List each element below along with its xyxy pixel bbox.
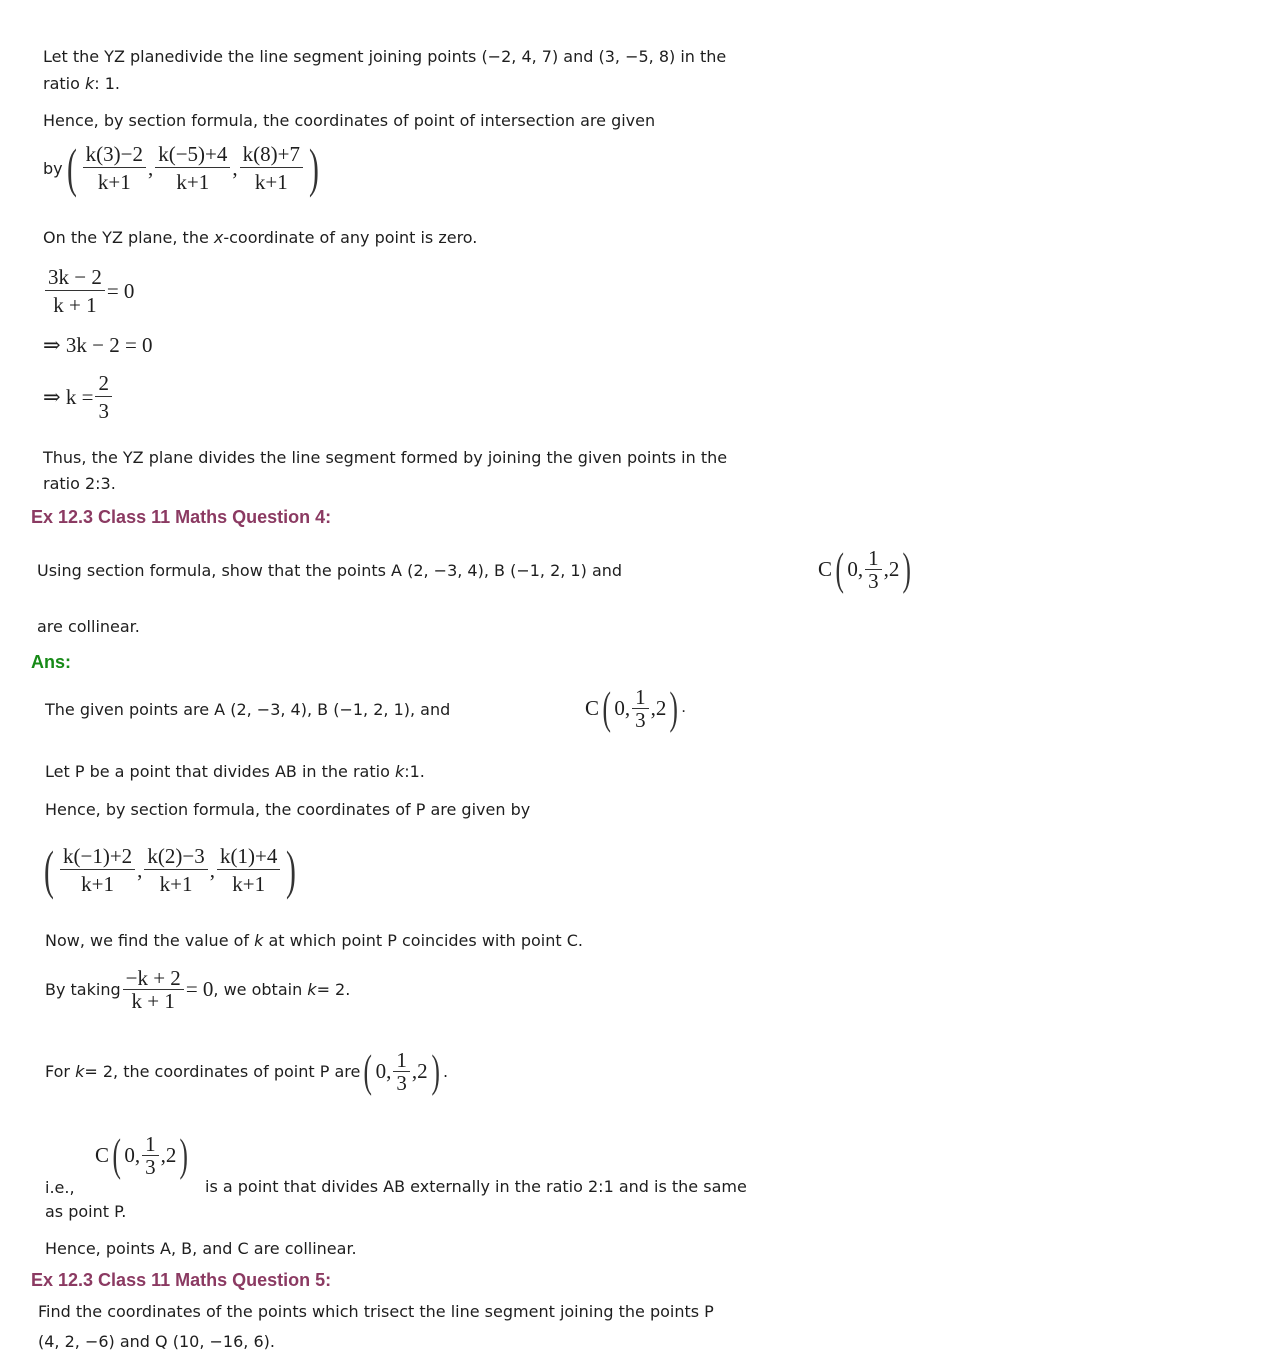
math-text: k+1 bbox=[97, 169, 131, 194]
math-text: 2 bbox=[95, 370, 112, 397]
math-text: k bbox=[307, 980, 317, 999]
question-text: (4, 2, −6) and Q (10, −16, 6). bbox=[38, 1332, 275, 1351]
parenthesis: ) bbox=[902, 543, 912, 594]
fraction bbox=[865, 547, 882, 592]
math-text: k(3)−2 bbox=[83, 141, 146, 168]
paragraph bbox=[45, 931, 583, 951]
fraction bbox=[632, 686, 649, 731]
math-text: k(8)+7 bbox=[240, 141, 303, 168]
question-text: Using section formula, show that the points A (2, −3, 4), B (−1, 2, 1) and bbox=[37, 561, 623, 580]
parenthesis: ) bbox=[309, 138, 319, 198]
math-text: k+1 bbox=[81, 871, 114, 896]
point-c bbox=[818, 544, 915, 594]
text: ratio bbox=[43, 74, 85, 93]
text: : 1. bbox=[94, 74, 120, 93]
answer-label: Ans: bbox=[31, 652, 71, 672]
math-text: k bbox=[254, 931, 264, 950]
math-text: k bbox=[75, 1061, 85, 1081]
parenthesis: ( bbox=[835, 543, 844, 594]
math-text: = 0 bbox=[185, 977, 214, 1001]
math-text: 3 bbox=[98, 399, 109, 423]
equation: ⇒ 3k − 2 = 0 bbox=[43, 333, 153, 357]
math-text: k(−1)+2 bbox=[60, 843, 135, 870]
paragraph: as point P. bbox=[45, 1202, 127, 1221]
paragraph bbox=[43, 74, 120, 94]
text: i.e., bbox=[45, 1178, 75, 1197]
math-text: C bbox=[818, 556, 833, 581]
math-tuple: ( $\frac{k(-1)+2}{k+1}$ , $\frac{k(2)-3}{k+1}$ , $\frac{k(1)+4}{k+1}$ ) bbox=[44, 840, 297, 900]
paragraph: Hence, by section formula, the coordinates of P are given by bbox=[45, 800, 531, 819]
math-text: . bbox=[681, 699, 686, 716]
fraction bbox=[95, 370, 112, 425]
paragraph: Let the YZ planedivide the line segment joining points (−2, 4, 7) and (3, −5, 8) in the bbox=[43, 47, 727, 66]
fraction bbox=[142, 1133, 159, 1178]
math-text: By taking bbox=[45, 980, 121, 999]
math-text: k bbox=[394, 762, 405, 781]
math-text: Now, we find the value of bbox=[45, 931, 255, 950]
paragraph: Thus, the YZ plane divides the line segment formed by joining the given points in the bbox=[43, 448, 728, 467]
parenthesis: ) bbox=[286, 840, 297, 900]
math-text: For bbox=[45, 1061, 70, 1081]
text: by bbox=[43, 158, 63, 178]
math-text: k+1 bbox=[159, 871, 193, 896]
math-text: k+1 bbox=[232, 871, 266, 896]
paragraph: is a point that divides AB externally in the ratio 2:1 and is the same bbox=[205, 1177, 747, 1196]
question-heading: Ex 12.3 Class 11 Maths Question 5: bbox=[31, 1270, 332, 1290]
math-text: ,2 bbox=[650, 695, 667, 720]
math-text: ( $\frac{k(3)-2}{k+1}$ , $\frac{k(-5)+4}{k+1}$ , $\frac{k(8)+7}{k+1}$ ) bbox=[66, 138, 319, 198]
math-text bbox=[360, 1046, 443, 1096]
math-text bbox=[121, 967, 214, 1012]
parenthesis: ) bbox=[669, 682, 679, 733]
question-text: Find the coordinates of the points which trisect the line segment joining the points P bbox=[38, 1302, 714, 1321]
math-text: ,2 bbox=[411, 1058, 428, 1083]
math-text: k(−5)+4 bbox=[155, 141, 230, 168]
paragraph bbox=[45, 967, 350, 1012]
math-text: 3k − 2 bbox=[45, 264, 105, 291]
fraction bbox=[60, 843, 135, 898]
math-text: C bbox=[585, 695, 600, 720]
fraction bbox=[155, 141, 230, 196]
paragraph bbox=[45, 1046, 448, 1096]
parenthesis: ( bbox=[44, 840, 54, 900]
math-text: k+1 bbox=[176, 169, 210, 194]
fraction bbox=[240, 141, 303, 196]
math-text: 1 bbox=[393, 1049, 410, 1072]
math-text: Let P be a point that divides AB in the ratio bbox=[45, 762, 395, 781]
math-text: On the YZ plane, the bbox=[43, 228, 214, 247]
math-text: 1 bbox=[142, 1133, 159, 1156]
fraction bbox=[144, 843, 207, 898]
math-text: 1 bbox=[632, 686, 649, 709]
paragraph bbox=[43, 228, 477, 248]
question-text: are collinear. bbox=[37, 617, 140, 636]
math-text: k+1 bbox=[254, 169, 288, 194]
fraction bbox=[123, 967, 184, 1012]
equation bbox=[43, 264, 134, 319]
math-text: −k + 2 bbox=[123, 967, 184, 990]
fraction bbox=[393, 1049, 410, 1094]
math-text: , we obtain bbox=[213, 980, 303, 999]
paragraph: ratio 2:3. bbox=[43, 474, 116, 493]
math-text: k(2)−3 bbox=[144, 843, 207, 870]
question-heading: Ex 12.3 Class 11 Maths Question 4: bbox=[31, 507, 332, 527]
math-text: = 0 bbox=[106, 279, 135, 303]
math-text: 3 bbox=[868, 568, 879, 593]
math-text: ⇒ k = bbox=[43, 385, 94, 409]
math-text: = 2, the coordinates of point P are bbox=[84, 1061, 361, 1081]
math-text: 0, bbox=[847, 556, 864, 581]
math-text: ,2 bbox=[883, 556, 900, 581]
math-text: 3 bbox=[145, 1154, 156, 1179]
math-text: 0, bbox=[375, 1058, 392, 1083]
paragraph bbox=[45, 762, 425, 782]
math-text: k + 1 bbox=[131, 989, 175, 1013]
parenthesis: ) bbox=[179, 1129, 189, 1180]
equation bbox=[43, 370, 114, 425]
math-text: -coordinate of any point is zero. bbox=[223, 228, 478, 247]
math-text: = 2. bbox=[316, 980, 351, 999]
math-text: ,2 bbox=[160, 1142, 177, 1167]
fraction bbox=[45, 264, 105, 319]
parenthesis: ( bbox=[66, 138, 77, 198]
parenthesis: ( bbox=[602, 682, 611, 733]
fraction bbox=[217, 843, 280, 898]
parenthesis: ( bbox=[363, 1045, 373, 1096]
paragraph: Hence, points A, B, and C are collinear. bbox=[45, 1239, 357, 1258]
fraction bbox=[83, 141, 146, 196]
math-text: 3 bbox=[396, 1070, 407, 1095]
math-text: C bbox=[95, 1142, 110, 1167]
math-text: :1. bbox=[404, 762, 425, 781]
math-text: k(1)+4 bbox=[217, 843, 280, 870]
point-c bbox=[95, 1130, 192, 1180]
math-text: x bbox=[213, 228, 224, 247]
paragraph: The given points are A (2, −3, 4), B (−1, 2, 1), and bbox=[45, 700, 451, 719]
math-text: 0, bbox=[614, 695, 631, 720]
math-text: 0, bbox=[124, 1142, 141, 1167]
parenthesis: ) bbox=[431, 1045, 440, 1096]
point-c bbox=[585, 683, 686, 733]
math-tuple bbox=[43, 138, 323, 198]
math-text: 1 bbox=[865, 547, 882, 570]
math-text: 3 bbox=[635, 707, 646, 732]
math-text: k + 1 bbox=[53, 293, 97, 317]
math-text: . bbox=[442, 1061, 449, 1081]
var-k: k bbox=[84, 74, 95, 93]
paragraph: Hence, by section formula, the coordinates of point of intersection are given bbox=[43, 111, 656, 130]
math-text: at which point P coincides with point C. bbox=[263, 931, 583, 950]
parenthesis: ( bbox=[112, 1129, 121, 1180]
